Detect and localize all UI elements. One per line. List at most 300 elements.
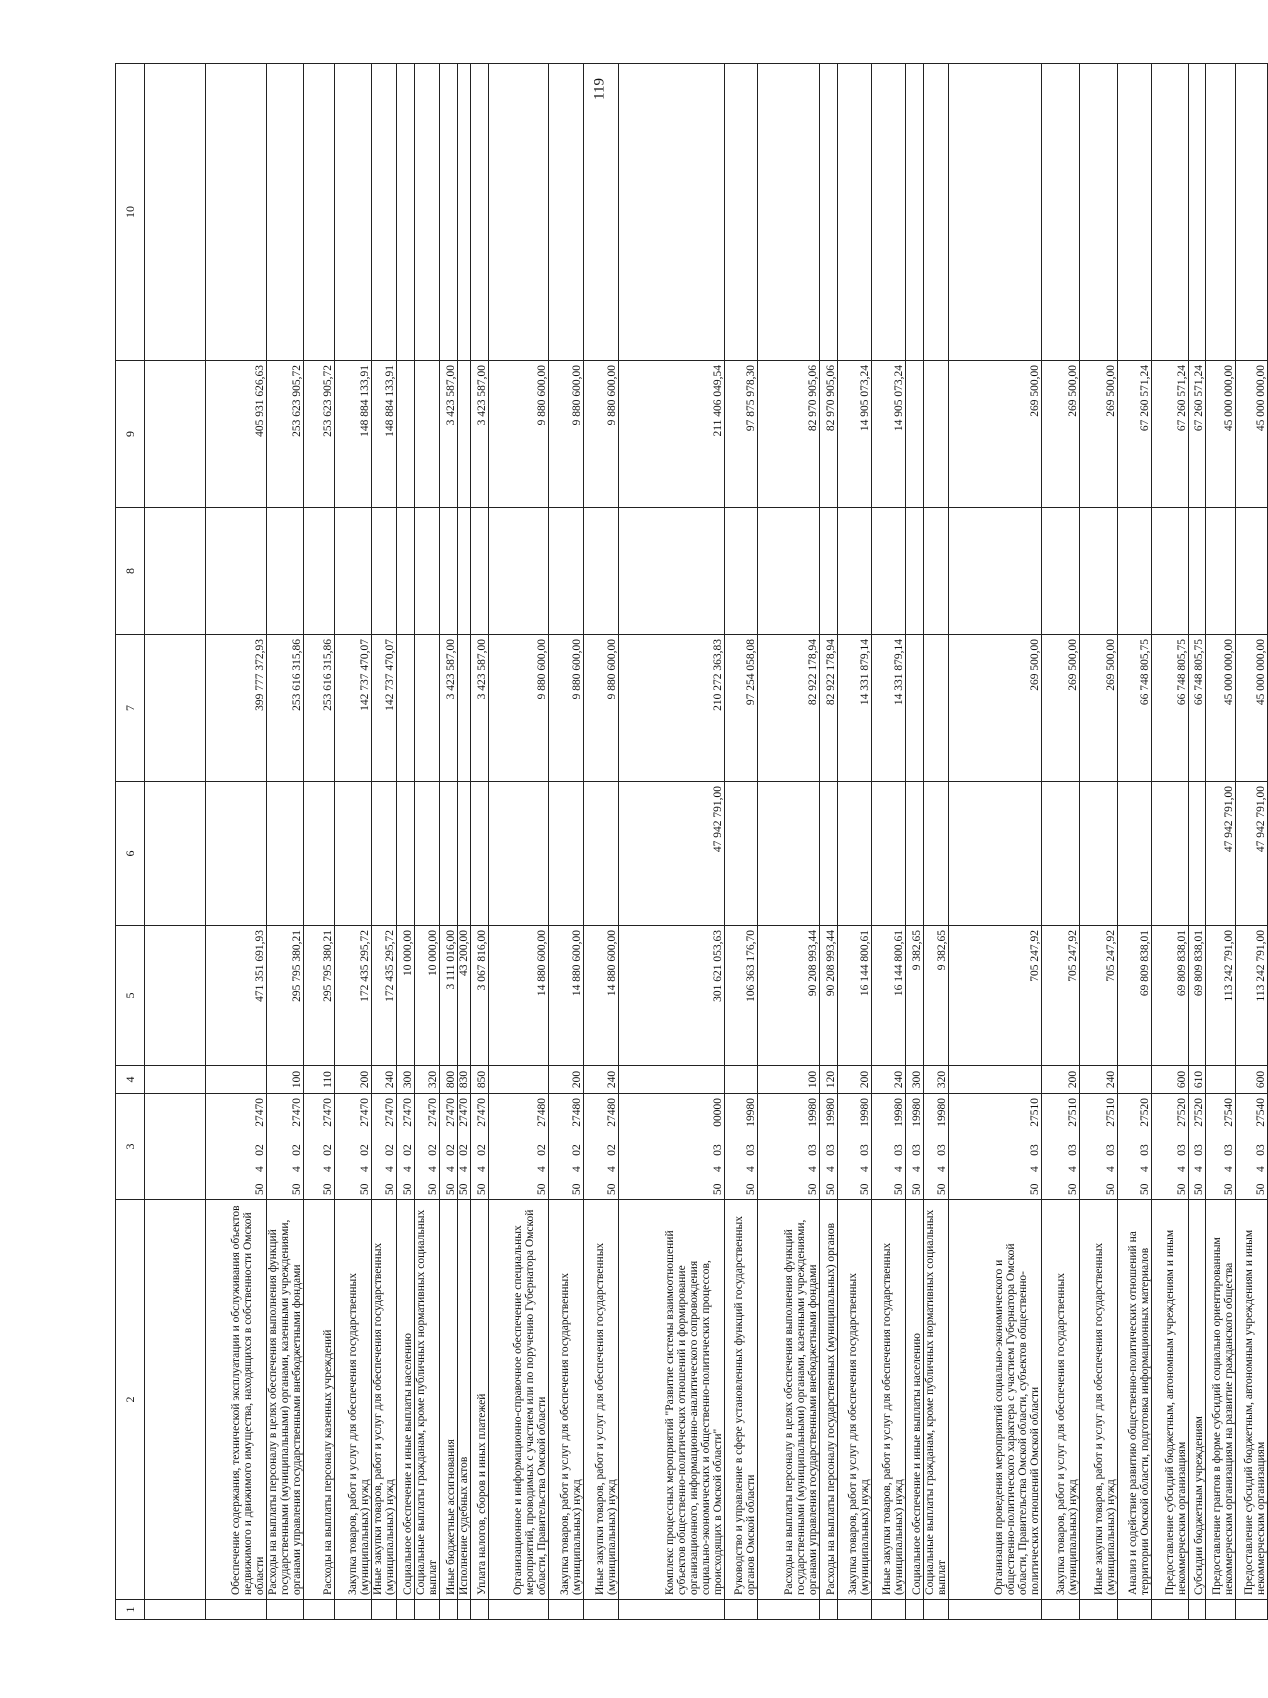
row-amount-c6 — [725, 782, 758, 926]
row-amount-c8 — [489, 508, 549, 635]
code-part: 50 — [1223, 1183, 1235, 1195]
row-amount-c8 — [906, 508, 924, 635]
table-row — [440, 64, 458, 1620]
code-part: 03 — [1105, 1144, 1117, 1156]
spacer-cell — [145, 926, 206, 1066]
row-amount-c10 — [924, 64, 949, 361]
code-part: 03 — [1067, 1144, 1079, 1156]
table-row — [1118, 64, 1152, 1620]
code-part: 50 — [859, 1183, 871, 1195]
row-amount-c9: 9 880 600,00 — [584, 361, 619, 508]
row-amount-c6 — [458, 782, 471, 926]
code-part: 50 — [1105, 1183, 1117, 1195]
code-part: 4 — [445, 1166, 457, 1172]
row-amount-c8 — [838, 508, 872, 635]
row-amount-c9: 148 884 133,91 — [372, 361, 397, 508]
code-parts — [893, 1098, 905, 1195]
code-part: 02 — [384, 1144, 396, 1156]
row-expense-type: 200 — [838, 1066, 872, 1094]
row-expense-type: 320 — [415, 1066, 440, 1094]
row-code — [1206, 1094, 1236, 1200]
row-amount-c6 — [489, 782, 549, 926]
code-part: 4 — [322, 1166, 334, 1172]
row-amount-c8 — [471, 508, 489, 635]
code-part: 4 — [1067, 1166, 1079, 1172]
row-name: Иные закупки товаров, работ и услуг для обеспечения государственных (муниципальных) нужд — [584, 1200, 619, 1600]
code-part: 50 — [712, 1183, 724, 1195]
row-index-cell — [335, 1600, 372, 1620]
row-amount-c5: 69 809 838,01 — [1152, 926, 1189, 1066]
table-row — [872, 64, 906, 1620]
code-part: 27480 — [606, 1098, 618, 1127]
code-part: 27470 — [291, 1098, 303, 1127]
code-part: 03 — [712, 1144, 724, 1156]
row-expense-type: 830 — [458, 1066, 471, 1094]
row-name: Предоставление субсидий бюджетным, автономным учреждениям и иным некоммерческим организациям — [1152, 1200, 1189, 1600]
row-amount-c7: 45 000 000,00 — [1236, 635, 1268, 782]
table-row — [1152, 64, 1189, 1620]
code-part: 19980 — [893, 1098, 905, 1127]
row-expense-type: 300 — [906, 1066, 924, 1094]
row-amount-c10 — [1080, 64, 1118, 361]
code-part: 50 — [1193, 1183, 1205, 1195]
row-amount-c6 — [1118, 782, 1152, 926]
row-amount-c8 — [725, 508, 758, 635]
code-part: 4 — [1105, 1166, 1117, 1172]
code-parts — [825, 1098, 837, 1195]
row-name: Субсидии бюджетным учреждениям — [1189, 1200, 1206, 1600]
row-amount-c6 — [949, 782, 1042, 926]
code-part: 27470 — [322, 1098, 334, 1127]
code-part: 4 — [536, 1166, 548, 1172]
code-part: 03 — [825, 1144, 837, 1156]
row-code — [758, 1094, 820, 1200]
row-amount-c8 — [458, 508, 471, 635]
row-amount-c8 — [415, 508, 440, 635]
row-amount-c5: 3 067 816,00 — [471, 926, 489, 1066]
code-part: 50 — [536, 1183, 548, 1195]
code-parts — [445, 1098, 457, 1195]
row-amount-c10 — [549, 64, 584, 361]
row-amount-c5: 43 200,00 — [458, 926, 471, 1066]
code-part: 50 — [445, 1183, 457, 1195]
row-amount-c10 — [758, 64, 820, 361]
row-name: Социальное обеспечение и иные выплаты населению — [906, 1200, 924, 1600]
row-amount-c8 — [1152, 508, 1189, 635]
row-index-cell — [267, 1600, 304, 1620]
row-amount-c5: 14 880 600,00 — [584, 926, 619, 1066]
code-parts — [745, 1098, 757, 1195]
code-parts — [1193, 1098, 1205, 1195]
row-amount-c7 — [397, 635, 415, 782]
spacer-cell — [145, 1600, 206, 1620]
row-name: Предоставление грантов в форме субсидий социально ориентированным некоммерческим организациям на развитие гражданского общества — [1206, 1200, 1236, 1600]
row-code — [1080, 1094, 1118, 1200]
column-header: 6 — [116, 782, 145, 926]
row-amount-c9: 211 406 049,54 — [619, 361, 725, 508]
row-amount-c7 — [924, 635, 949, 782]
row-amount-c7: 97 254 058,08 — [725, 635, 758, 782]
code-part: 50 — [427, 1183, 439, 1195]
row-expense-type: 240 — [872, 1066, 906, 1094]
code-part: 03 — [1176, 1144, 1188, 1156]
row-amount-c8 — [872, 508, 906, 635]
code-parts — [254, 1098, 266, 1195]
row-name: Расходы на выплаты персоналу государственных (муниципальных) органов — [820, 1200, 838, 1600]
code-parts — [936, 1098, 948, 1195]
row-code — [549, 1094, 584, 1200]
row-amount-c6 — [440, 782, 458, 926]
row-amount-c5: 705 247,92 — [1042, 926, 1080, 1066]
code-part: 50 — [911, 1183, 923, 1195]
row-amount-c8 — [206, 508, 267, 635]
code-part: 50 — [1067, 1183, 1079, 1195]
row-amount-c5: 14 880 600,00 — [489, 926, 549, 1066]
row-amount-c6 — [872, 782, 906, 926]
row-amount-c5: 113 242 791,00 — [1236, 926, 1268, 1066]
row-expense-type: 120 — [820, 1066, 838, 1094]
code-part: 4 — [384, 1166, 396, 1172]
code-part: 4 — [1029, 1166, 1041, 1172]
row-expense-type: 200 — [335, 1066, 372, 1094]
row-amount-c7: 253 616 315,86 — [267, 635, 304, 782]
row-amount-c5: 172 435 295,72 — [335, 926, 372, 1066]
row-amount-c5: 106 363 176,70 — [725, 926, 758, 1066]
row-expense-type — [949, 1066, 1042, 1094]
code-part: 03 — [859, 1144, 871, 1156]
row-amount-c10 — [335, 64, 372, 361]
row-index-cell — [440, 1600, 458, 1620]
row-amount-c9: 67 260 571,24 — [1152, 361, 1189, 508]
page-number-text: 119 — [591, 78, 608, 100]
column-header: 5 — [116, 926, 145, 1066]
code-part: 27470 — [445, 1098, 457, 1127]
row-amount-c8 — [1236, 508, 1268, 635]
code-part: 27470 — [359, 1098, 371, 1127]
code-part: 4 — [936, 1166, 948, 1172]
code-parts — [536, 1098, 548, 1195]
row-index-cell — [619, 1600, 725, 1620]
code-part: 19980 — [859, 1098, 871, 1127]
code-part: 50 — [825, 1183, 837, 1195]
table-body — [116, 64, 1268, 1620]
row-name: Расходы на выплаты персоналу в целях обеспечения выполнения функций государственными (муниципальными) органами, казенными учреждениями, органами управления государственными внебюджетными фондами — [758, 1200, 820, 1600]
code-parts — [1029, 1098, 1041, 1195]
code-part: 4 — [1139, 1166, 1151, 1172]
code-part: 02 — [571, 1144, 583, 1156]
row-amount-c5: 295 795 380,21 — [267, 926, 304, 1066]
row-amount-c7: 3 423 587,00 — [471, 635, 489, 782]
row-name: Закупка товаров, работ и услуг для обеспечения государственных (муниципальных) нужд — [335, 1200, 372, 1600]
row-amount-c10 — [458, 64, 471, 361]
code-part: 27480 — [571, 1098, 583, 1127]
row-amount-c9: 9 880 600,00 — [549, 361, 584, 508]
row-amount-c9: 269 500,00 — [1080, 361, 1118, 508]
code-part: 27470 — [427, 1098, 439, 1127]
table-row — [471, 64, 489, 1620]
row-code — [906, 1094, 924, 1200]
row-amount-c10 — [1118, 64, 1152, 361]
row-amount-c7: 14 331 879,14 — [838, 635, 872, 782]
row-amount-c10 — [725, 64, 758, 361]
code-part: 50 — [359, 1183, 371, 1195]
code-parts — [1255, 1098, 1267, 1195]
table-row — [335, 64, 372, 1620]
spacer-cell — [145, 1066, 206, 1094]
code-parts — [1176, 1098, 1188, 1195]
row-amount-c5: 9 382,65 — [906, 926, 924, 1066]
code-parts — [606, 1098, 618, 1195]
row-amount-c9: 405 931 626,63 — [206, 361, 267, 508]
code-parts — [359, 1098, 371, 1195]
row-amount-c8 — [1118, 508, 1152, 635]
row-amount-c8 — [1206, 508, 1236, 635]
code-part: 02 — [445, 1144, 457, 1156]
row-amount-c8 — [924, 508, 949, 635]
code-parts — [1223, 1098, 1235, 1195]
row-amount-c6 — [549, 782, 584, 926]
row-amount-c9: 269 500,00 — [1042, 361, 1080, 508]
row-amount-c9: 97 875 978,30 — [725, 361, 758, 508]
row-code — [949, 1094, 1042, 1200]
code-part: 03 — [1193, 1144, 1205, 1156]
row-name: Организация проведения мероприятий социально-экономического и общественно-политического характера с участием Губернатора Омской области, Правительства Омской области, субъектов общественно-политических отношений Омской области — [949, 1200, 1042, 1600]
row-index-cell — [458, 1600, 471, 1620]
row-amount-c6 — [1080, 782, 1118, 926]
code-part: 27470 — [402, 1098, 414, 1127]
row-amount-c6 — [415, 782, 440, 926]
row-amount-c6 — [1189, 782, 1206, 926]
code-part: 4 — [476, 1166, 488, 1172]
table-row — [758, 64, 820, 1620]
row-amount-c6 — [924, 782, 949, 926]
row-name: Руководство и управление в сфере установленных функций государственных органов Омской области — [725, 1200, 758, 1600]
row-index-cell — [838, 1600, 872, 1620]
row-amount-c10 — [820, 64, 838, 361]
row-index-cell — [1042, 1600, 1080, 1620]
row-expense-type — [206, 1066, 267, 1094]
table-row — [415, 64, 440, 1620]
row-amount-c10 — [440, 64, 458, 361]
code-part: 50 — [476, 1183, 488, 1195]
row-amount-c5: 90 208 993,44 — [820, 926, 838, 1066]
row-amount-c7: 269 500,00 — [1042, 635, 1080, 782]
row-amount-c8 — [619, 508, 725, 635]
row-amount-c8 — [304, 508, 335, 635]
table-row — [1189, 64, 1206, 1620]
row-expense-type: 110 — [304, 1066, 335, 1094]
row-expense-type: 610 — [1189, 1066, 1206, 1094]
code-part: 03 — [1139, 1144, 1151, 1156]
row-amount-c5: 471 351 691,93 — [206, 926, 267, 1066]
row-amount-c5: 172 435 295,72 — [372, 926, 397, 1066]
row-amount-c6 — [397, 782, 415, 926]
row-amount-c9: 14 905 073,24 — [872, 361, 906, 508]
code-part: 4 — [427, 1166, 439, 1172]
code-part: 50 — [745, 1183, 757, 1195]
row-amount-c8 — [1189, 508, 1206, 635]
row-amount-c5: 69 809 838,01 — [1189, 926, 1206, 1066]
code-part: 03 — [911, 1144, 923, 1156]
row-amount-c9: 45 000 000,00 — [1236, 361, 1268, 508]
row-index-cell — [397, 1600, 415, 1620]
row-amount-c6 — [584, 782, 619, 926]
row-amount-c9: 14 905 073,24 — [838, 361, 872, 508]
row-name: Обеспечение содержания, технической эксплуатации и обслуживания объектов недвижимого и движимого имущества, находящихся в собственности Омской области — [206, 1200, 267, 1600]
row-amount-c5: 16 144 800,61 — [838, 926, 872, 1066]
table-row — [924, 64, 949, 1620]
code-part: 50 — [1176, 1183, 1188, 1195]
row-amount-c8 — [1042, 508, 1080, 635]
code-part: 50 — [384, 1183, 396, 1195]
code-part: 03 — [893, 1144, 905, 1156]
row-amount-c8 — [372, 508, 397, 635]
code-parts — [571, 1098, 583, 1195]
row-amount-c5: 113 242 791,00 — [1206, 926, 1236, 1066]
row-expense-type: 600 — [1236, 1066, 1268, 1094]
row-amount-c7: 253 616 315,86 — [304, 635, 335, 782]
row-index-cell — [489, 1600, 549, 1620]
code-part: 50 — [606, 1183, 618, 1195]
row-index-cell — [471, 1600, 489, 1620]
code-part: 27540 — [1223, 1098, 1235, 1127]
row-amount-c9: 3 423 587,00 — [471, 361, 489, 508]
table-row — [549, 64, 584, 1620]
table-row — [458, 64, 471, 1620]
code-part: 03 — [745, 1144, 757, 1156]
row-amount-c7 — [906, 635, 924, 782]
code-part: 50 — [936, 1183, 948, 1195]
code-part: 00000 — [712, 1098, 724, 1127]
column-header: 3 — [116, 1094, 145, 1200]
row-index-cell — [304, 1600, 335, 1620]
row-amount-c7: 142 737 470,07 — [372, 635, 397, 782]
row-code — [1236, 1094, 1268, 1200]
row-amount-c9: 253 623 905,72 — [267, 361, 304, 508]
table-row — [372, 64, 397, 1620]
row-amount-c10 — [1206, 64, 1236, 361]
code-parts — [476, 1098, 488, 1195]
row-name: Социальное обеспечение и иные выплаты населению — [397, 1200, 415, 1600]
row-name: Исполнение судебных актов — [458, 1200, 471, 1600]
row-amount-c7: 142 737 470,07 — [335, 635, 372, 782]
row-expense-type: 300 — [397, 1066, 415, 1094]
code-part: 50 — [571, 1183, 583, 1195]
row-code — [458, 1094, 471, 1200]
code-part: 02 — [322, 1144, 334, 1156]
code-part: 4 — [254, 1166, 266, 1172]
code-parts — [402, 1098, 414, 1195]
code-part: 4 — [893, 1166, 905, 1172]
row-amount-c8 — [758, 508, 820, 635]
code-parts — [859, 1098, 871, 1195]
row-code — [924, 1094, 949, 1200]
table-row — [725, 64, 758, 1620]
row-amount-c9 — [458, 361, 471, 508]
row-amount-c6 — [206, 782, 267, 926]
row-amount-c10 — [267, 64, 304, 361]
row-code — [335, 1094, 372, 1200]
row-name: Закупка товаров, работ и услуг для обеспечения государственных (муниципальных) нужд — [549, 1200, 584, 1600]
code-part: 03 — [936, 1144, 948, 1156]
row-amount-c7: 399 777 372,93 — [206, 635, 267, 782]
row-amount-c8 — [1080, 508, 1118, 635]
table-row — [489, 64, 549, 1620]
code-part: 02 — [536, 1144, 548, 1156]
row-amount-c9: 82 970 905,06 — [820, 361, 838, 508]
row-amount-c6: 47 942 791,00 — [1206, 782, 1236, 926]
row-name: Иные закупки товаров, работ и услуг для обеспечения государственных (муниципальных) нужд — [1080, 1200, 1118, 1600]
row-amount-c9: 82 970 905,06 — [758, 361, 820, 508]
column-header: 10 — [116, 64, 145, 361]
table-row — [304, 64, 335, 1620]
row-code — [584, 1094, 619, 1200]
row-name: Расходы на выплаты персоналу в целях обеспечения выполнения функций государственными (муниципальными) органами, казенными учреждениями, органами управления государственными внебюджетными фондами — [267, 1200, 304, 1600]
column-header: 4 — [116, 1066, 145, 1094]
row-amount-c5: 10 000,00 — [397, 926, 415, 1066]
row-amount-c6 — [820, 782, 838, 926]
code-part: 19980 — [825, 1098, 837, 1127]
row-name: Социальные выплаты гражданам, кроме публичных нормативных социальных выплат — [415, 1200, 440, 1600]
row-amount-c7: 82 922 178,94 — [820, 635, 838, 782]
row-amount-c10 — [906, 64, 924, 361]
row-amount-c9: 9 880 600,00 — [489, 361, 549, 508]
row-amount-c6 — [335, 782, 372, 926]
row-amount-c7: 82 922 178,94 — [758, 635, 820, 782]
code-part: 4 — [911, 1166, 923, 1172]
code-part: 50 — [322, 1183, 334, 1195]
code-part: 50 — [1029, 1183, 1041, 1195]
row-amount-c6 — [267, 782, 304, 926]
code-part: 4 — [712, 1166, 724, 1172]
row-amount-c7: 45 000 000,00 — [1206, 635, 1236, 782]
row-amount-c7: 66 748 805,75 — [1152, 635, 1189, 782]
row-amount-c7: 66 748 805,75 — [1118, 635, 1152, 782]
code-part: 4 — [825, 1166, 837, 1172]
table-row — [619, 64, 725, 1620]
code-part: 03 — [807, 1144, 819, 1156]
spacer-cell — [145, 508, 206, 635]
row-amount-c10 — [397, 64, 415, 361]
code-part: 50 — [402, 1183, 414, 1195]
code-part: 4 — [606, 1166, 618, 1172]
code-part: 4 — [571, 1166, 583, 1172]
row-name: Предоставление субсидий бюджетным, автономным учреждениям и иным некоммерческим организациям — [1236, 1200, 1268, 1600]
code-part: 50 — [291, 1183, 303, 1195]
row-code — [872, 1094, 906, 1200]
row-amount-c10 — [372, 64, 397, 361]
code-parts — [384, 1098, 396, 1195]
row-amount-c6 — [471, 782, 489, 926]
code-part: 4 — [458, 1166, 470, 1172]
row-index-cell — [1080, 1600, 1118, 1620]
row-code — [619, 1094, 725, 1200]
row-index-cell — [924, 1600, 949, 1620]
row-index-cell — [758, 1600, 820, 1620]
row-index-cell — [949, 1600, 1042, 1620]
row-expense-type: 100 — [267, 1066, 304, 1094]
row-amount-c9: 67 260 571,24 — [1118, 361, 1152, 508]
row-code — [471, 1094, 489, 1200]
row-expense-type: 200 — [549, 1066, 584, 1094]
code-part: 50 — [1255, 1183, 1267, 1195]
row-amount-c7: 210 272 363,83 — [619, 635, 725, 782]
row-amount-c8 — [397, 508, 415, 635]
row-amount-c7: 14 331 879,14 — [872, 635, 906, 782]
row-amount-c10 — [872, 64, 906, 361]
row-name: Анализ и содействие развитию общественно-политических отношений на территории Омской области, подготовка информационных материалов — [1118, 1200, 1152, 1600]
row-amount-c5: 301 621 053,63 — [619, 926, 725, 1066]
